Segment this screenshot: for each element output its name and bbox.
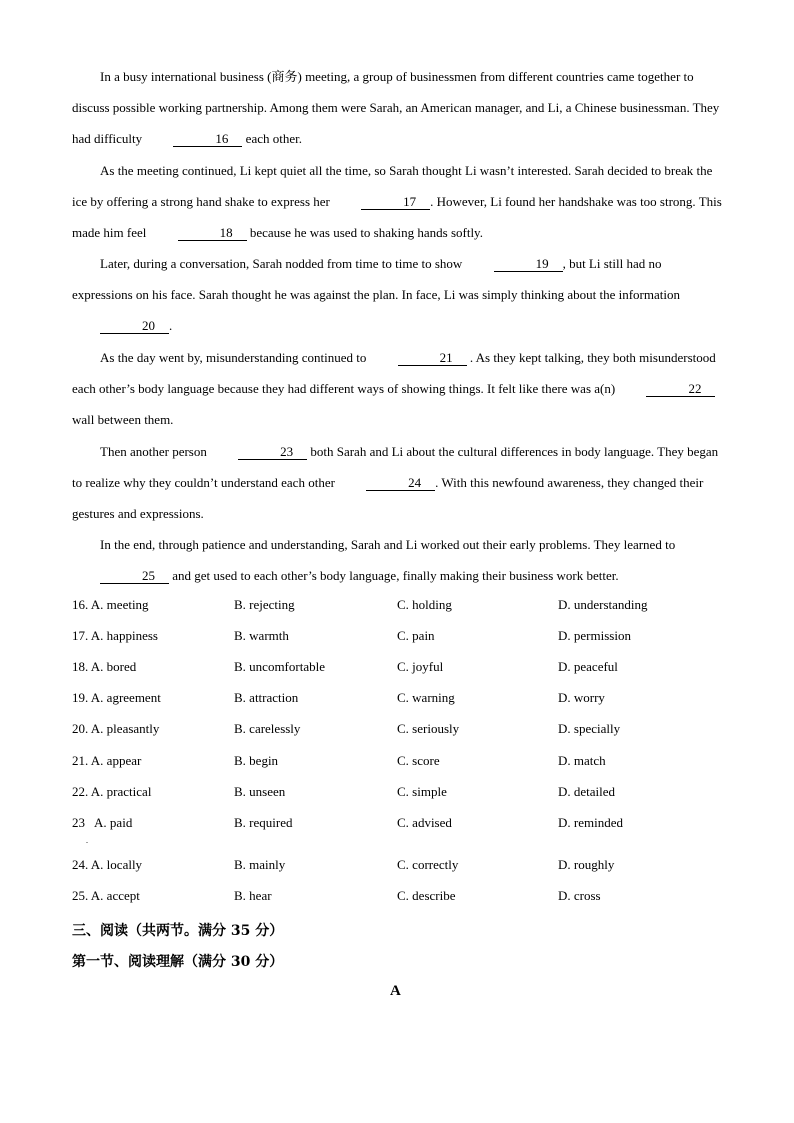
passage-text: As the day went by, misunderstanding continued to bbox=[100, 350, 370, 365]
option-d: D. peaceful bbox=[558, 659, 618, 674]
option-d: D. specially bbox=[558, 721, 621, 736]
blank-number: 24 bbox=[366, 476, 435, 491]
blank-number: 23 bbox=[238, 445, 307, 460]
option-c: C. holding bbox=[397, 597, 452, 612]
passage-text: each other. bbox=[242, 131, 302, 147]
option-c: C. seriously bbox=[397, 721, 460, 736]
blank-number: 20 bbox=[100, 319, 169, 334]
option-a: A. bored bbox=[90, 659, 137, 674]
passage-text: In a busy international business (商务) meeting, a group of businessmen from different countries came together to discuss possible working partnership. Among them were Sarah, an American manager, and Li, a Chinese businessman. They had difficulty bbox=[72, 69, 720, 147]
option-b: B. begin bbox=[234, 753, 279, 768]
option-b: B. rejecting bbox=[234, 597, 295, 612]
option-c: C. score bbox=[397, 753, 440, 768]
answer-blank bbox=[466, 248, 563, 279]
passage-paragraph-3 bbox=[72, 248, 722, 342]
question-number-and-option-a bbox=[72, 753, 141, 769]
part-label: A bbox=[390, 983, 401, 999]
question-number-and-option-a bbox=[72, 597, 149, 613]
answer-blank bbox=[72, 560, 169, 591]
stray-mark: . bbox=[86, 836, 88, 845]
question-number-and-option-a bbox=[72, 659, 136, 675]
option-c: C. correctly bbox=[397, 857, 459, 872]
passage-text: wall between them. bbox=[72, 412, 174, 428]
blank-number: 21 bbox=[398, 351, 467, 366]
option-a: A. agreement bbox=[90, 690, 161, 705]
option-a: A. meeting bbox=[90, 597, 149, 612]
question-row bbox=[72, 784, 752, 804]
passage-text: and get used to each other’s body language, finally making their business work better. bbox=[169, 568, 619, 584]
question-row bbox=[72, 690, 752, 710]
blank-number: 18 bbox=[178, 226, 247, 241]
option-c: C. simple bbox=[397, 784, 447, 799]
question-number: 19. bbox=[72, 690, 89, 705]
option-b: B. unseen bbox=[234, 784, 286, 799]
question-row bbox=[72, 628, 752, 648]
option-d: D. understanding bbox=[558, 597, 648, 612]
blank-number: 16 bbox=[173, 132, 242, 147]
option-a: A. pleasantly bbox=[90, 721, 160, 736]
question-number-and-option-a bbox=[72, 784, 151, 800]
passage-paragraph-4 bbox=[72, 342, 722, 436]
question-number: 17. bbox=[72, 628, 89, 643]
option-b: B. mainly bbox=[234, 857, 286, 872]
option-a: A. accept bbox=[90, 888, 140, 903]
option-b: B. attraction bbox=[234, 690, 299, 705]
option-d: D. worry bbox=[558, 690, 605, 705]
option-b: B. uncomfortable bbox=[234, 659, 325, 674]
answer-blank bbox=[150, 217, 247, 248]
blank-number: 25 bbox=[100, 569, 169, 584]
question-number-and-option-a bbox=[72, 888, 140, 904]
option-c: C. pain bbox=[397, 628, 435, 643]
question-row bbox=[72, 659, 752, 679]
answer-blank bbox=[370, 342, 467, 373]
passage-paragraph-2 bbox=[72, 155, 722, 249]
passage-paragraph-6 bbox=[72, 529, 722, 591]
question-number: 18. bbox=[72, 659, 89, 674]
option-c: C. joyful bbox=[397, 659, 444, 674]
passage-text: . With this newfound awareness, they changed their gestures and expressions. bbox=[72, 475, 704, 522]
option-d: D. roughly bbox=[558, 857, 615, 872]
option-d: D. detailed bbox=[558, 784, 616, 799]
passage-text: . As they kept talking, they both misunderstood each other’s body language because they had different ways of showing things. It felt like there was a(n) bbox=[72, 350, 716, 397]
answer-blank bbox=[333, 186, 430, 217]
blank-number: 19 bbox=[494, 257, 563, 272]
question-number: 24. bbox=[72, 857, 89, 872]
passage-text: . However, Li found her handshake was too strong. This made him feel bbox=[72, 194, 722, 241]
passage-text: In the end, through patience and understanding, Sarah and Li worked out their early problems. They learned to bbox=[100, 537, 676, 552]
answer-blank bbox=[72, 310, 169, 341]
blank-number: 17 bbox=[361, 195, 430, 210]
option-a: A. appear bbox=[90, 753, 142, 768]
blank-number: 22 bbox=[646, 382, 715, 397]
option-b: B. hear bbox=[234, 888, 272, 903]
question-number-and-option-a bbox=[72, 857, 142, 873]
option-d: D. reminded bbox=[558, 815, 623, 830]
question-number: 16. bbox=[72, 597, 89, 612]
subsection-heading: 第一节、阅读理解（满分 30 分） bbox=[72, 954, 284, 970]
option-b: B. required bbox=[234, 815, 293, 830]
option-d: D. permission bbox=[558, 628, 631, 643]
passage-text: . bbox=[169, 318, 173, 334]
question-number: 22. bbox=[72, 784, 89, 799]
question-number-and-option-a bbox=[72, 721, 159, 737]
option-a: A. locally bbox=[90, 857, 143, 872]
option-b: B. warmth bbox=[234, 628, 289, 643]
option-c: C. describe bbox=[397, 888, 456, 903]
question-row bbox=[72, 888, 752, 908]
option-a: A. happiness bbox=[90, 628, 158, 643]
answer-blank bbox=[145, 123, 242, 154]
question-row bbox=[72, 597, 752, 617]
option-d: D. match bbox=[558, 753, 606, 768]
question-number: 25. bbox=[72, 888, 89, 903]
option-d: D. cross bbox=[558, 888, 601, 903]
option-c: C. advised bbox=[397, 815, 452, 830]
question-number-and-option-a bbox=[72, 628, 158, 644]
option-a: A. paid bbox=[94, 815, 133, 830]
question-row bbox=[72, 857, 752, 877]
answer-blank bbox=[338, 467, 435, 498]
option-b: B. carelessly bbox=[234, 721, 301, 736]
question-row bbox=[72, 721, 752, 741]
passage-text: , but Li still had no expressions on his face. Sarah thought he was against the plan. In face, Li was simply thinking about the information bbox=[72, 256, 680, 303]
option-a: A. practical bbox=[90, 784, 152, 799]
section-heading: 三、阅读（共两节。满分 35 分） bbox=[72, 923, 284, 939]
question-number: 23 bbox=[72, 815, 85, 830]
answer-blank bbox=[210, 436, 307, 467]
passage-text: Later, during a conversation, Sarah nodded from time to time to show bbox=[100, 256, 466, 271]
passage-text: both Sarah and Li about the cultural differences in body language. They began to realize why they couldn’t understand each other bbox=[72, 444, 719, 491]
question-row bbox=[72, 753, 752, 773]
passage-paragraph-5 bbox=[72, 436, 722, 530]
question-number-and-option-a bbox=[72, 815, 132, 831]
question-number-and-option-a bbox=[72, 690, 161, 706]
option-c: C. warning bbox=[397, 690, 455, 705]
answer-blank bbox=[618, 373, 715, 404]
passage-text: because he was used to shaking hands softly. bbox=[246, 225, 483, 241]
passage-text: Then another person bbox=[100, 444, 211, 459]
question-row bbox=[72, 815, 752, 835]
question-number: 20. bbox=[72, 721, 89, 736]
passage-paragraph-1 bbox=[72, 61, 722, 155]
question-number: 21. bbox=[72, 753, 89, 768]
passage-text: As the meeting continued, Li kept quiet all the time, so Sarah thought Li wasn’t interested. Sarah decided to break the ice by offering a strong hand shake to express her bbox=[72, 163, 713, 210]
